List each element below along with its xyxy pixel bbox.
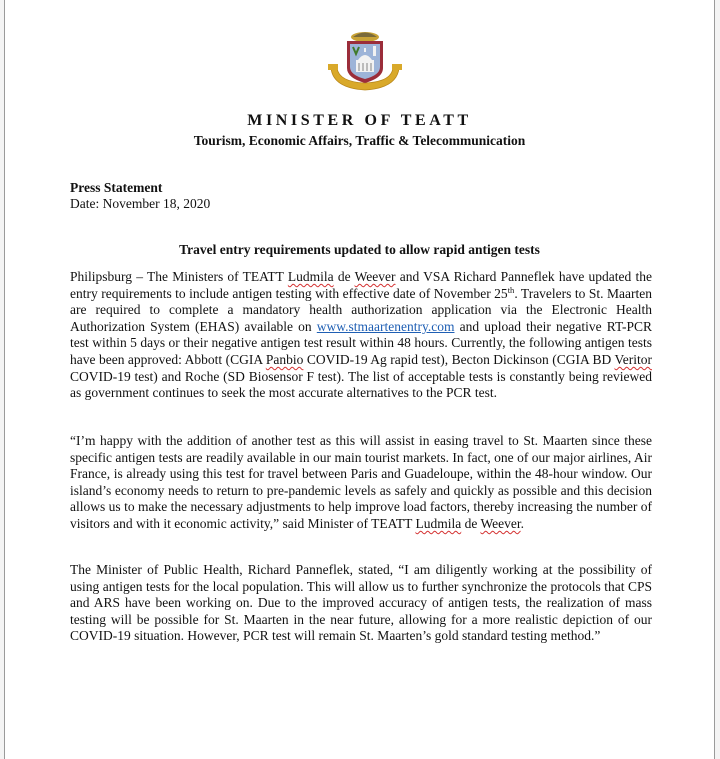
coat-of-arms-icon — [325, 28, 405, 94]
org-subtitle: Tourism, Economic Affairs, Traffic & Telecommunication — [193, 133, 526, 148]
spellcheck-word: Veritor — [614, 351, 652, 367]
spellcheck-word: Weever — [354, 269, 396, 284]
headline: Travel entry requirements updated to allow rapid antigen tests — [179, 242, 540, 257]
text-run: COVID-19 test) and Roche (SD Biosensor F test). The list of acceptable tests is constantly being reviewed as government continues to seek the most accurate alternatives to the PCR test. — [70, 368, 652, 401]
text-run: . — [520, 515, 524, 531]
paragraph-2 — [70, 433, 652, 533]
paragraph-1 — [70, 269, 652, 402]
document-date: Date: November 18, 2020 — [70, 196, 211, 211]
text-run: . Travelers to St. Maarten are required to complete a mandatory health authorization application via the Electronic Health Authorization System (EHAS) available on — [70, 285, 652, 334]
spellcheck-word: Panbio — [265, 351, 304, 367]
spellcheck-word: Ludmila — [287, 269, 334, 284]
org-title: MINISTER OF TEATT — [247, 112, 472, 129]
text-run: de — [461, 515, 481, 531]
spellcheck-word: Weever — [480, 515, 521, 531]
text-run: COVID-19 Ag rapid test), Becton Dickinson (CGIA BD — [303, 351, 615, 367]
document-page — [4, 0, 715, 759]
text-run: Philipsburg – The Ministers of TEATT — [70, 269, 288, 284]
superscript: th — [507, 284, 515, 295]
text-run: and upload their negative RT-PCR test within 5 days or their negative antigen test result within 48 hours. Currently, the following antigen tests have been approved: Abbott (CGIA — [70, 318, 652, 367]
text-run: de — [333, 269, 355, 284]
text-run: “I’m happy with the addition of another test as this will assist in easing travel to St. Maarten since these specific antigen tests are readily available in our main tourist markets. In fact, one of our major airlines, Air France, is already using this test for travel between Paris and Guadeloupe, within the 48-hour window. Our island’s economy needs to return to pre-pandemic levels as safely and quickly as possible and this decision allows us to make the necessary adjustments to help improve load factors, thereby increasing the number of visitors and with it economic activity,” said Minister of TEATT — [70, 433, 652, 531]
document-type-label: Press Statement — [70, 180, 163, 195]
spellcheck-word: Ludmila — [415, 515, 462, 531]
ehas-website-link[interactable]: www.stmaartenentry.com — [316, 318, 455, 334]
paragraph-3: The Minister of Public Health, Richard Panneflek, stated, “I am diligently working at the possibility of using antigen tests for the local population. This will allow us to further synchronize the protocols that CPS and ARS have been working on. Due to the improved accuracy of antigen tests, the realization of mass testing will be possible for St. Maarten in the near future, allowing for a more realistic depiction of our COVID-19 situation. However, PCR test will remain St. Maarten’s gold standard testing method.” — [70, 562, 652, 644]
text-run: and VSA Richard Panneflek have updated the entry requirements to include antigen testing with effective date of November 25 — [70, 269, 652, 301]
